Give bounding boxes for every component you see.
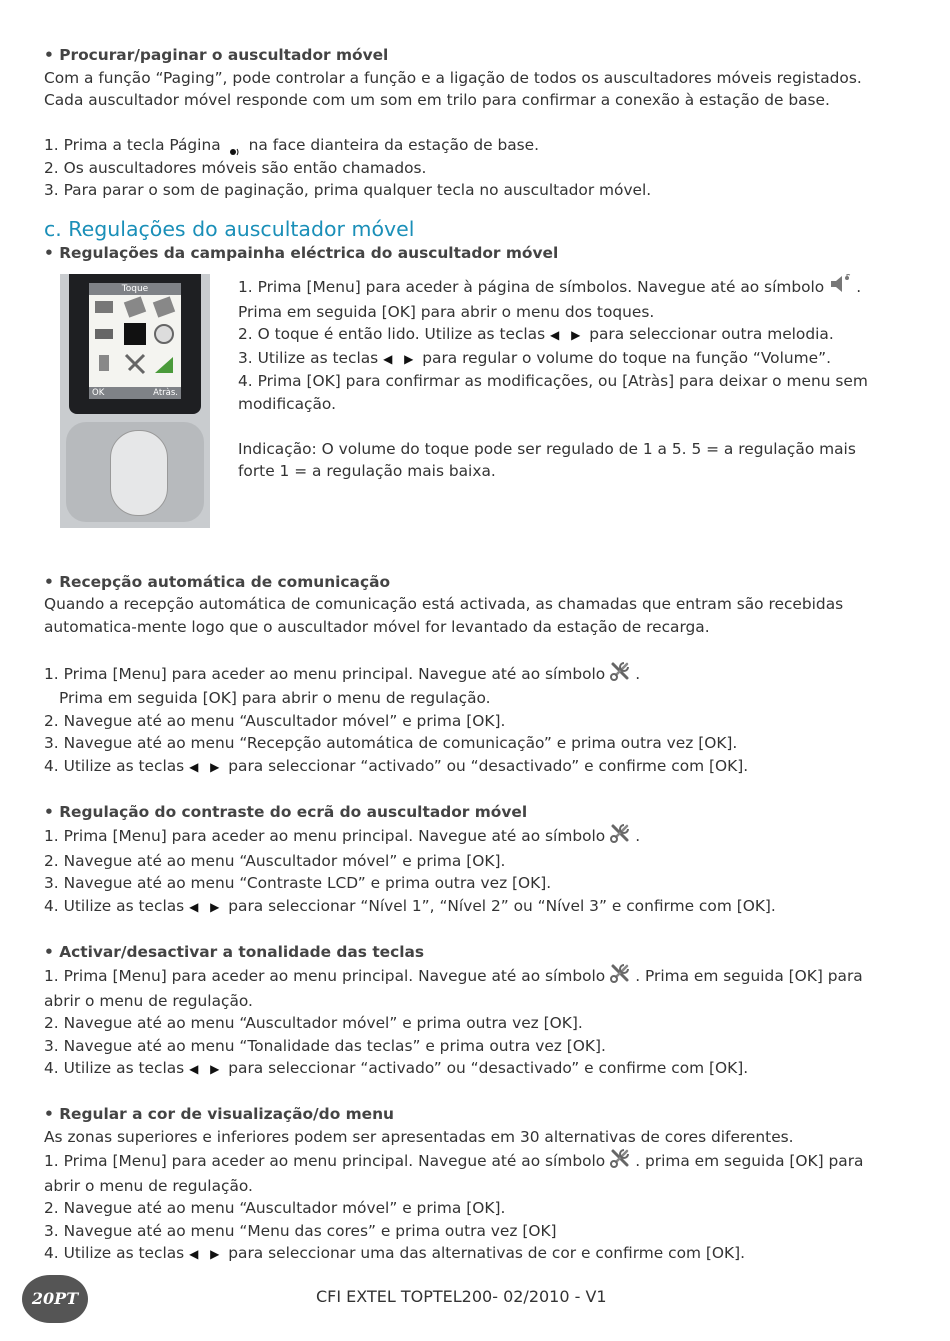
handset-photo <box>60 274 210 528</box>
auto-answer-step-1-cont: Prima em seguida [OK] para abrir o menu de regulação. <box>59 689 491 707</box>
color-step-2: 2. Navegue até ao menu “Auscultador móvel” e prima [OK]. <box>44 1199 506 1217</box>
tools-icon <box>609 963 631 990</box>
lcd-softkeys <box>89 387 181 399</box>
color-step-3: 3. Navegue até ao menu “Menu das cores” e prima outra vez [OK] <box>44 1221 557 1240</box>
auto-answer-intro: Quando a recepção automática de comunicação está activada, as chamadas que entram são recebidas automatica-mente logo que o auscultador móvel for levantado da estação de recarga. <box>44 595 844 636</box>
document-page <box>44 44 884 1266</box>
keytone-step-3: 3. Navegue até ao menu “Tonalidade das teclas” e prima outra vez [OK]. <box>44 1036 606 1055</box>
color-step-1-text-b: . prima em seguida [OK] para abrir o menu de regulação. <box>44 1151 864 1195</box>
auto-answer-step-4 <box>44 755 884 779</box>
auto-answer-step-2: 2. Navegue até ao menu “Auscultador móvel” e prima [OK]. <box>44 711 506 730</box>
left-right-arrows-icon: ◀ ▶ <box>189 1062 224 1076</box>
contrast-step-4-text-a: 4. Utilize as teclas <box>44 896 185 915</box>
handset-lcd <box>89 283 181 399</box>
left-right-arrows-icon: ◀ ▶ <box>383 351 418 366</box>
contrast-step-1-text: 1. Prima [Menu] para aceder ao menu principal. Navegue até ao símbolo <box>44 826 606 845</box>
keytone-step-2: 2. Navegue até ao menu “Auscultador móvel” e prima outra vez [OK]. <box>44 1014 583 1032</box>
left-right-arrows-icon: ◀ ▶ <box>189 899 224 914</box>
keytone-step-4-text-a: 4. Utilize as teclas <box>44 1059 185 1077</box>
keytone-heading: • Activar/desactivar a tonalidade das teclas <box>44 942 425 961</box>
ringer-step-2-text-b: para seleccionar outra melodia. <box>589 325 834 343</box>
auto-answer-heading: • Recepção automática de comunicação <box>44 572 391 591</box>
left-right-arrows-icon: ◀ ▶ <box>189 1247 224 1261</box>
keytone-step-4 <box>44 1057 884 1081</box>
contrast-step-1: 1. Prima [Menu] para aceder ao menu principal. Navegue até ao símbolo . <box>44 823 884 850</box>
paging-step-2: 2. Os auscultadores móveis são então chamados. <box>44 158 427 177</box>
ringer-step-3 <box>238 347 884 371</box>
handset-screen <box>69 274 201 414</box>
ringer-step-1-text-b: . Prima em seguida [OK] para abrir o menu dos toques. <box>238 277 862 321</box>
contrast-step-4-text-b: para seleccionar “Nível 1”, “Nível 2” ou “Nível 3” e confirme com [OK]. <box>228 896 776 915</box>
lcd-menu-icons <box>89 295 181 387</box>
contrast-step-4 <box>44 895 884 919</box>
page-number-badge: 20PT <box>22 1275 88 1323</box>
paging-step-1-text: 1. Prima a tecla Página <box>44 136 221 154</box>
color-heading: • Regular a cor de visualização/do menu <box>44 1105 395 1123</box>
paging-step-1-text-b: na face dianteira da estação de base. <box>248 136 540 154</box>
nav-key <box>110 430 168 516</box>
contrast-heading: • Regulação do contraste do ecrã do auscultador móvel <box>44 802 528 821</box>
color-step-1 <box>44 1148 884 1197</box>
left-right-arrows-icon: ◀ ▶ <box>189 759 224 774</box>
ringer-heading: • Regulações da campainha eléctrica do auscultador móvel <box>44 243 559 262</box>
auto-answer-step-1-text: 1. Prima [Menu] para aceder ao menu principal. Navegue até ao símbolo <box>44 664 606 683</box>
ringer-step-3-text-b: para regular o volume do toque na função “Volume”. <box>422 348 831 367</box>
ringer-block <box>44 264 884 571</box>
ringer-step-4: 4. Prima [OK] para confirmar as modificações, ou [Atràs] para deixar o menu sem modificação. <box>238 372 868 413</box>
tools-icon <box>609 661 631 688</box>
keytone-step-1 <box>44 963 884 1012</box>
paging-step-3: 3. Para parar o som de paginação, prima qualquer tecla no auscultador móvel. <box>44 181 652 199</box>
lcd-back-softkey: Atràs. <box>153 388 178 398</box>
auto-answer-step-4-text-b: para seleccionar “activado” ou “desactivado” e confirme com [OK]. <box>228 756 749 775</box>
ringer-symbol-icon <box>828 274 852 301</box>
page-footer <box>0 1270 950 1330</box>
tools-icon <box>609 1148 631 1175</box>
ringer-step-1-text-a: 1. Prima [Menu] para aceder à página de símbolos. Navegue até ao símbolo <box>238 277 825 296</box>
keytone-step-1-text-b: . Prima em seguida [OK] para abrir o menu de regulação. <box>44 966 863 1010</box>
document-reference: CFI EXTEL TOPTEL200- 02/2010 - V1 <box>316 1287 607 1306</box>
auto-answer-step-1: 1. Prima [Menu] para aceder ao menu principal. Navegue até ao símbolo . <box>44 661 884 688</box>
color-step-1-text-a: 1. Prima [Menu] para aceder ao menu principal. Navegue até ao símbolo <box>44 1151 606 1170</box>
tools-icon <box>609 823 631 850</box>
ringer-step-2-text-a: 2. O toque é então lido. Utilize as teclas <box>238 325 546 343</box>
keytone-step-1-text-a: 1. Prima [Menu] para aceder ao menu principal. Navegue até ao símbolo <box>44 966 606 985</box>
ringer-note: Indicação: O volume do toque pode ser regulado de 1 a 5. 5 = a regulação mais forte 1 = a regulação mais baixa. <box>238 439 856 480</box>
handset-keypad <box>66 422 204 522</box>
contrast-step-2: 2. Navegue até ao menu “Auscultador móvel” e prima [OK]. <box>44 851 506 870</box>
color-step-4-text-a: 4. Utilize as teclas <box>44 1244 185 1262</box>
color-step-4 <box>44 1242 884 1266</box>
contrast-step-3: 3. Navegue até ao menu “Contraste LCD” e prima outra vez [OK]. <box>44 874 552 892</box>
paging-step-1 <box>44 134 884 157</box>
ringer-step-1 <box>238 274 884 323</box>
paging-heading: • Procurar/paginar o auscultador móvel <box>44 46 389 64</box>
ringer-steps <box>238 264 884 483</box>
ringer-step-3-text-a: 3. Utilize as teclas <box>238 348 379 367</box>
ringer-step-2 <box>238 323 884 347</box>
section-c-title: c. Regulações do auscultador móvel <box>44 216 415 241</box>
color-intro: As zonas superiores e inferiores podem ser apresentadas em 30 alternativas de cores diferentes. <box>44 1127 794 1146</box>
lcd-title: Toque <box>89 283 181 295</box>
page-button-icon <box>229 141 241 151</box>
paging-intro: Com a função “Paging”, pode controlar a função e a ligação de todos os auscultadores móveis registados. Cada auscultador móvel responde com um som em trilo para confirmar a conexão à estação de base. <box>44 68 862 109</box>
color-step-4-text-b: para seleccionar uma das alternativas de cor e confirme com [OK]. <box>228 1244 745 1262</box>
lcd-ok-softkey: OK <box>92 388 105 398</box>
keytone-step-4-text-b: para seleccionar “activado” ou “desactivado” e confirme com [OK]. <box>228 1059 749 1077</box>
auto-answer-step-3: 3. Navegue até ao menu “Recepção automática de comunicação” e prima outra vez [OK]. <box>44 734 738 752</box>
auto-answer-step-4-text-a: 4. Utilize as teclas <box>44 756 185 775</box>
left-right-arrows-icon: ◀ ▶ <box>550 328 585 342</box>
